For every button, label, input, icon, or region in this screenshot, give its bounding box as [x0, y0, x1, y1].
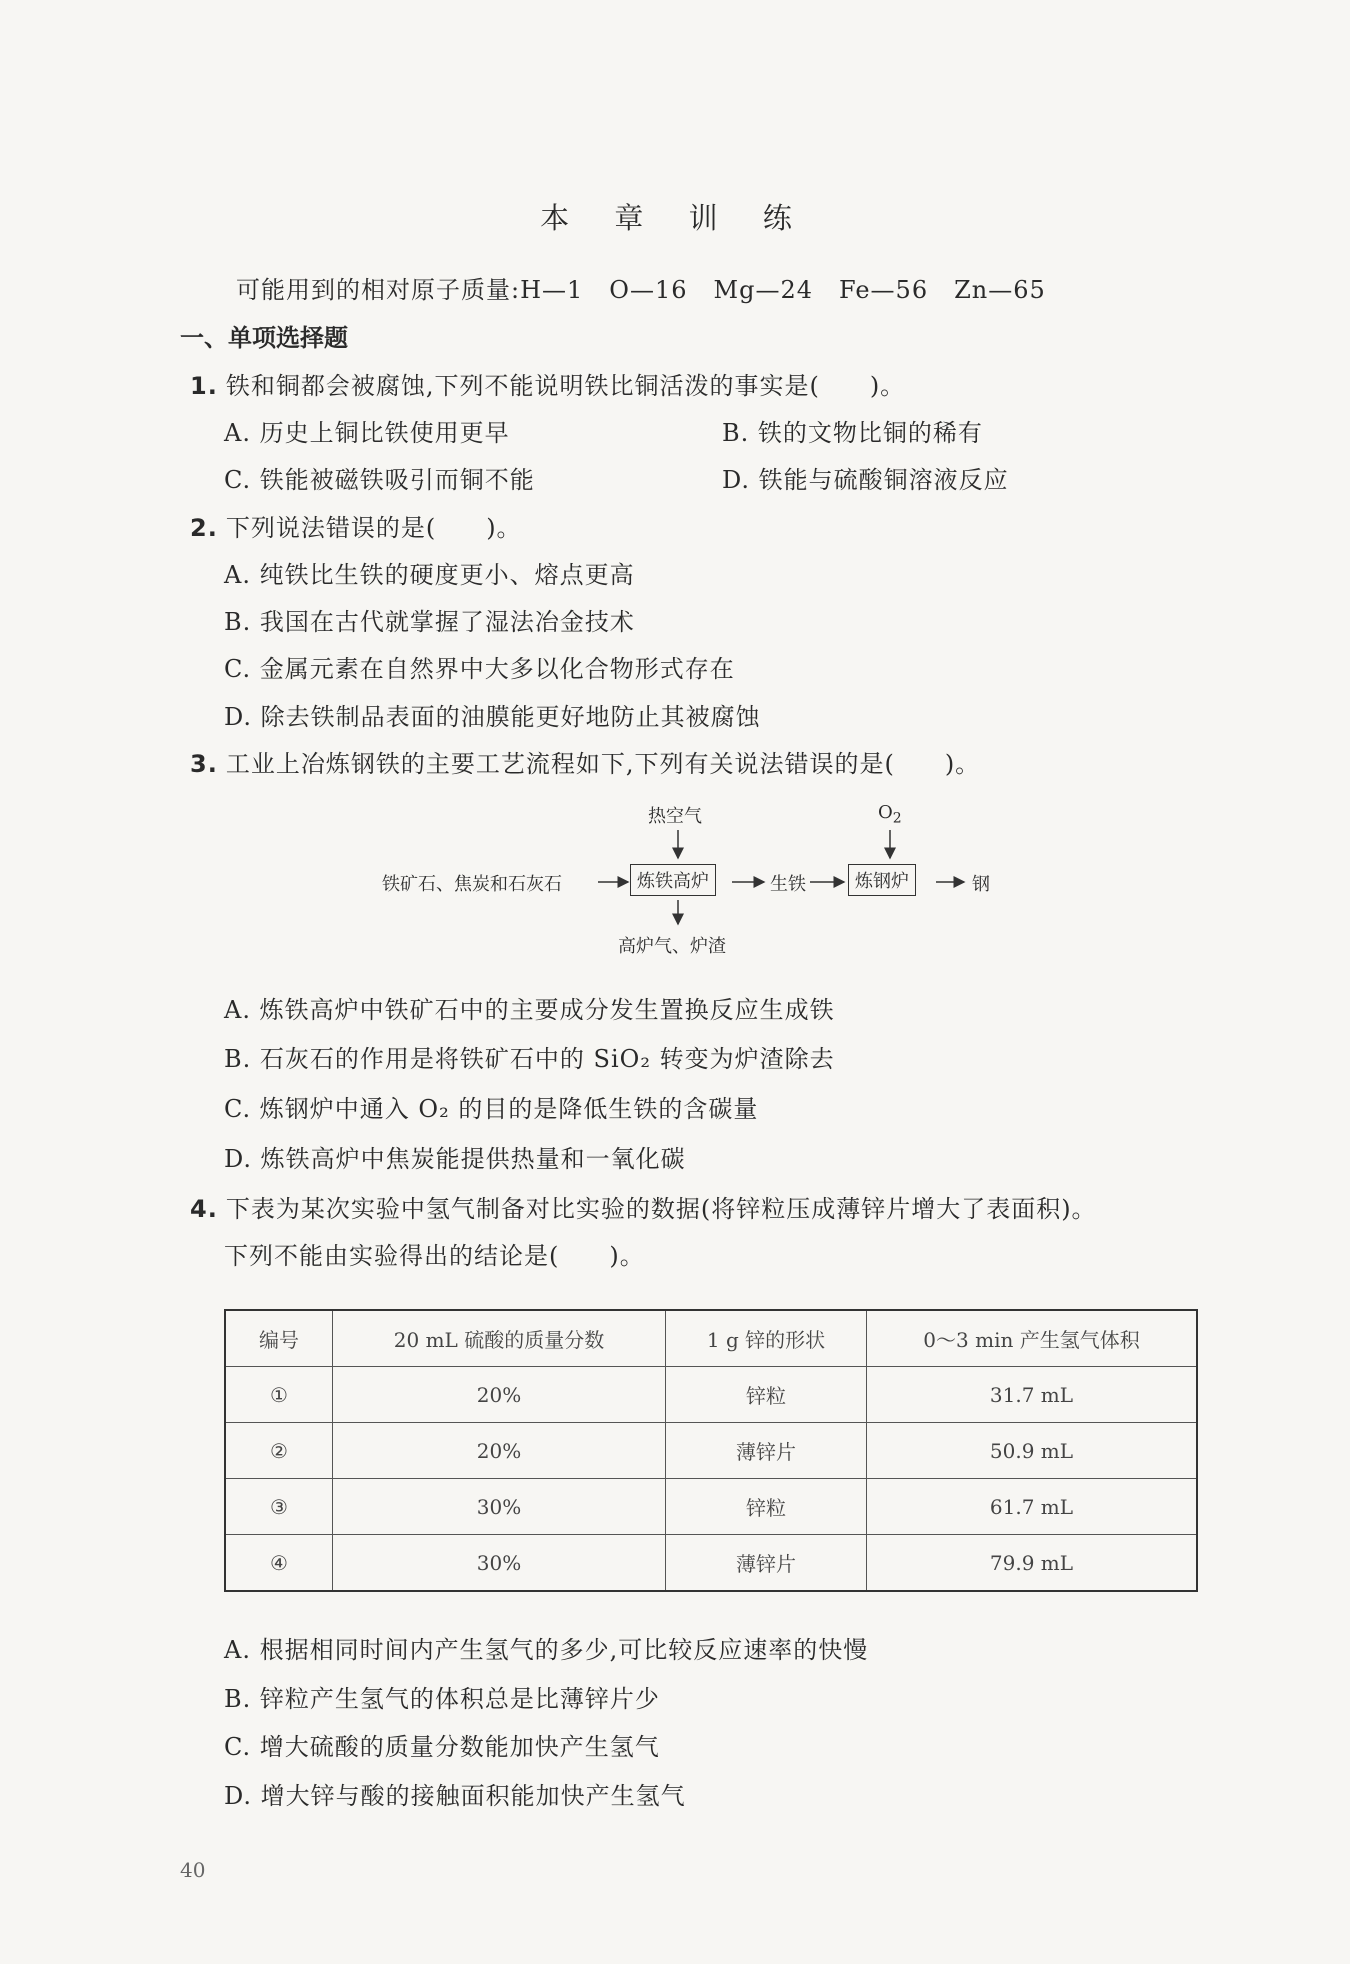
table-cell: 20% [333, 1367, 666, 1423]
q2-option-c: C. 金属元素在自然界中大多以化合物形式存在 [224, 655, 735, 683]
question-number: 1. [190, 372, 218, 400]
table-cell: 锌粒 [666, 1367, 867, 1423]
experiment-table [224, 1309, 1198, 1592]
table-cell: 79.9 mL [867, 1535, 1198, 1592]
q3-option-c: C. 炼钢炉中通入 O₂ 的目的是降低生铁的含碳量 [224, 1095, 759, 1123]
chapter-title: 本 章 训 练 [540, 201, 810, 235]
question-2 [190, 508, 522, 543]
mass-h: H—1 [520, 276, 584, 304]
table-row [225, 1367, 1197, 1423]
oxygen-label [878, 802, 902, 827]
table-cell: 61.7 mL [867, 1479, 1198, 1535]
pig-iron-label: 生铁 [770, 874, 806, 895]
q4-option-b: B. 锌粒产生氢气的体积总是比薄锌片少 [224, 1685, 660, 1713]
section-title: 一、单项选择题 [180, 324, 348, 352]
atomic-masses [236, 270, 1072, 305]
table-cell: ③ [225, 1479, 333, 1535]
question-number: 3. [190, 750, 218, 778]
q4-option-a: A. 根据相同时间内产生氢气的多少,可比较反应速率的快慢 [224, 1636, 869, 1664]
steel-process-diagram [360, 796, 1020, 966]
table-header: 编号 [225, 1310, 333, 1367]
oxygen-symbol: O [878, 802, 893, 823]
q3-option-d: D. 炼铁高炉中焦炭能提供热量和一氧化碳 [224, 1145, 686, 1173]
table-cell: 30% [333, 1479, 666, 1535]
question-stem-line1: 下表为某次实验中氢气制备对比实验的数据(将锌粒压成薄锌片增大了表面积)。 [225, 1195, 1097, 1223]
q1-option-a: A. 历史上铜比铁使用更早 [224, 419, 510, 447]
atomic-masses-label: 可能用到的相对原子质量: [236, 276, 521, 304]
table-cell: ④ [225, 1535, 333, 1592]
question-number: 2. [190, 514, 218, 542]
question-stem: 下列说法错误的是( )。 [225, 514, 522, 542]
raw-materials-label: 铁矿石、焦炭和石灰石 [382, 874, 562, 895]
table-header: 1 g 锌的形状 [666, 1310, 867, 1367]
mass-fe: Fe—56 [839, 276, 929, 304]
q2-option-a: A. 纯铁比生铁的硬度更小、熔点更高 [224, 561, 635, 589]
mass-zn: Zn—65 [954, 276, 1046, 304]
steel-furnace-box: 炼钢炉 [848, 864, 916, 896]
mass-mg: Mg—24 [713, 276, 813, 304]
table-header-row [225, 1310, 1197, 1367]
q1-option-d: D. 铁能与硫酸铜溶液反应 [722, 466, 1009, 494]
q4-option-d: D. 增大锌与酸的接触面积能加快产生氢气 [224, 1782, 686, 1810]
page-number: 40 [180, 1858, 206, 1882]
question-3 [190, 744, 980, 779]
table-cell: 锌粒 [666, 1479, 867, 1535]
table-cell: 30% [333, 1535, 666, 1592]
question-4 [190, 1189, 1097, 1224]
question-number: 4. [190, 1195, 218, 1223]
mass-o: O—16 [609, 276, 688, 304]
question-stem-line2: 下列不能由实验得出的结论是( )。 [224, 1242, 645, 1270]
question-stem: 铁和铜都会被腐蚀,下列不能说明铁比铜活泼的事实是( )。 [225, 372, 906, 400]
table-cell: 薄锌片 [666, 1535, 867, 1592]
q4-option-c: C. 增大硫酸的质量分数能加快产生氢气 [224, 1733, 660, 1761]
question-1 [190, 366, 905, 401]
hot-air-label: 热空气 [648, 806, 702, 827]
oxygen-subscript: 2 [892, 810, 902, 827]
q1-option-c: C. 铁能被磁铁吸引而铜不能 [224, 466, 535, 494]
table-row [225, 1479, 1197, 1535]
table-cell: ② [225, 1423, 333, 1479]
byproduct-label: 高炉气、炉渣 [618, 936, 726, 957]
blast-furnace-box: 炼铁高炉 [630, 864, 716, 896]
table-cell: ① [225, 1367, 333, 1423]
table-header: 0～3 min 产生氢气体积 [867, 1310, 1198, 1367]
q2-option-d: D. 除去铁制品表面的油膜能更好地防止其被腐蚀 [224, 703, 761, 731]
table-row [225, 1535, 1197, 1592]
q1-option-b: B. 铁的文物比铜的稀有 [722, 419, 983, 447]
table-cell: 薄锌片 [666, 1423, 867, 1479]
q3-option-b: B. 石灰石的作用是将铁矿石中的 SiO₂ 转变为炉渣除去 [224, 1045, 835, 1073]
table-row [225, 1423, 1197, 1479]
q2-option-b: B. 我国在古代就掌握了湿法冶金技术 [224, 608, 635, 636]
table-cell: 50.9 mL [867, 1423, 1198, 1479]
q3-option-a: A. 炼铁高炉中铁矿石中的主要成分发生置换反应生成铁 [224, 996, 835, 1024]
table-header: 20 mL 硫酸的质量分数 [333, 1310, 666, 1367]
question-stem: 工业上冶炼钢铁的主要工艺流程如下,下列有关说法错误的是( )。 [225, 750, 981, 778]
table-cell: 20% [333, 1423, 666, 1479]
table-cell: 31.7 mL [867, 1367, 1198, 1423]
steel-label: 钢 [972, 874, 990, 895]
